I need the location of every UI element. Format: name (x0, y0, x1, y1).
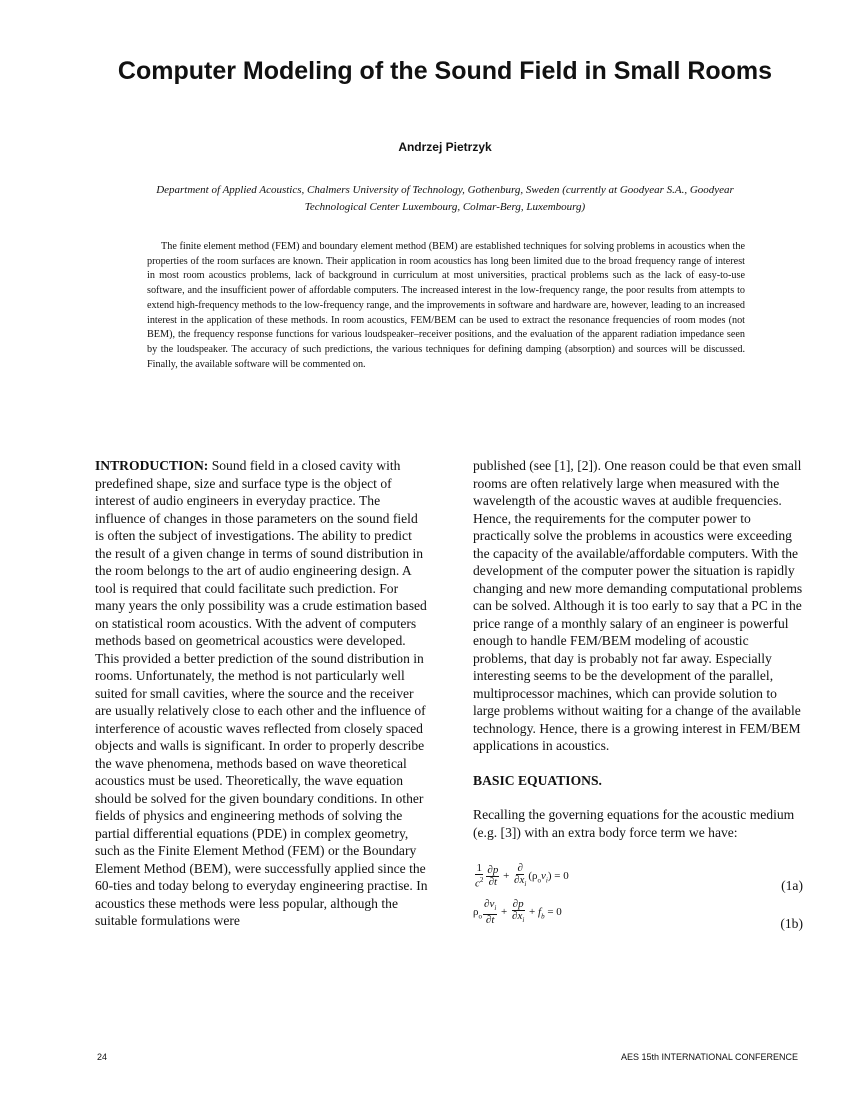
equation-1a-number: (1a) (781, 878, 803, 893)
equation-1b: $\rho_o$ $\frac{\partial v_i}{\partial t}$ + $\frac{\partial p}{\partial x_i}$ + $f_b = 0$ (473, 898, 562, 927)
introduction-heading: INTRODUCTION: (95, 458, 209, 473)
equation-block (473, 847, 805, 931)
paper-title: Computer Modeling of the Sound Field in Small Rooms (117, 57, 773, 85)
basic-equations-heading: BASIC EQUATIONS. (473, 772, 602, 788)
equation-1a: $\frac{1}{c^2}$ $\frac{\partial p}{\partial t}$ + $\frac{\partial}{\partial x_i}$ $(\rho_ov_i) = 0$ (475, 862, 569, 890)
column-left (95, 457, 430, 930)
basic-equations-text: Recalling the governing equations for the acoustic medium (e.g. [3]) with an extra body force term we have: (473, 807, 795, 840)
column-right (473, 457, 805, 931)
equation-1b-number: (1b) (780, 916, 803, 931)
abstract: The finite element method (FEM) and boundary element method (BEM) are established techniques for solving problems in acoustics when the properties of the room surfaces are known. Their application in room acoustics has long been limited due to the broad frequency range of interest in most room acoustics problems, lack of background in curriculum at most universities, practical problems such as the lack of easy-to-use software, and the insufficient power of affordable computers. The increased interest in the low-frequency range, the poor results from attempts to extend high-frequency methods to the low-frequency range, and the improvements in software and hardware are, however, leading to an increased interest in the application of these methods. In room acoustics, FEM/BEM can be used to extract the resonance frequencies of room modes (not BEM), the frequency response functions for various loudspeaker–receiver positions, and the evaluation of the apparent radiation impedance seen by the loudspeaker. The accuracy of such predictions, the various techniques for defining damping (absorption) and sources will be discussed. Finally, the available software will be commented on. (147, 241, 745, 370)
introduction-paragraph (95, 457, 430, 930)
author-affiliation: Department of Applied Acoustics, Chalmers University of Technology, Gothenburg, Sweden (currently at Goodyear S.A., Goodyear Technological Center Luxembourg, Colmar-Berg, Luxembourg) (156, 184, 734, 213)
conference-name: AES 15th INTERNATIONAL CONFERENCE (620, 1052, 798, 1062)
introduction-text: Sound field in a closed cavity with predefined shape, size and surface type is the object of interest of audio engineers in everyday practice. The influence of changes in those parameters on the sound field is often the subject of investigations. The ability to predict the result of a given change in terms of sound distribution in the room belongs to the art of audio engineering design. A tool is required that could facilitate such prediction. For many years the only possibility was a crude estimation based on statistical room acoustics. With the advent of computers methods based on geometrical acoustics were developed. This provided a better prediction of the sound distribution in rooms. Unfortunately, the method is not particularly well suited for small cavities, where the source and the receiver are usually relatively close to each other and the influence of interference of acoustic waves reflected from closely spaced objects and walls is significant. In order to properly describe the wave phenomena, methods based on wave theoretical acoustics must be used. Theoretically, the wave equation should be solved for the given boundary conditions. In other fields of physics and engineering methods of solving the partial differential equations (PDE) in complex geometry, such as the Finite Element Method (FEM) or the Boundary Element Method (BEM), were successfully applied since the 60-ties and today belong to everyday engineering practise. In acoustics these methods were less popular, although the suitable formulations were (95, 458, 428, 928)
author-name: Andrzej Pietrzyk (398, 140, 492, 154)
page-number: 24 (97, 1052, 108, 1062)
introduction-continued: published (see [1], [2]). One reason could be that even small rooms are often relatively large when measured with the wavelength of the acoustic waves at audible frequencies. Hence, the requirements for the computer power to practically solve the problems in acoustics were exceeding the capacity of the available/affordable computers. With the development of the computer power the situation is rapidly changing and new more demanding computational problems can be solved. Although it is too early to say that a PC in the price range of a monthly salary of an engineer is powerful enough to handle FEM/BEM modeling of acoustic problems, that day is probably not far away. Especially interesting seems to be the development of the parallel, multiprocessor machines, which can provide solution to large problems without waiting for a change of the available technology. Hence, there is a growing interest in FEM/BEM applications in acoustics. (473, 458, 803, 753)
